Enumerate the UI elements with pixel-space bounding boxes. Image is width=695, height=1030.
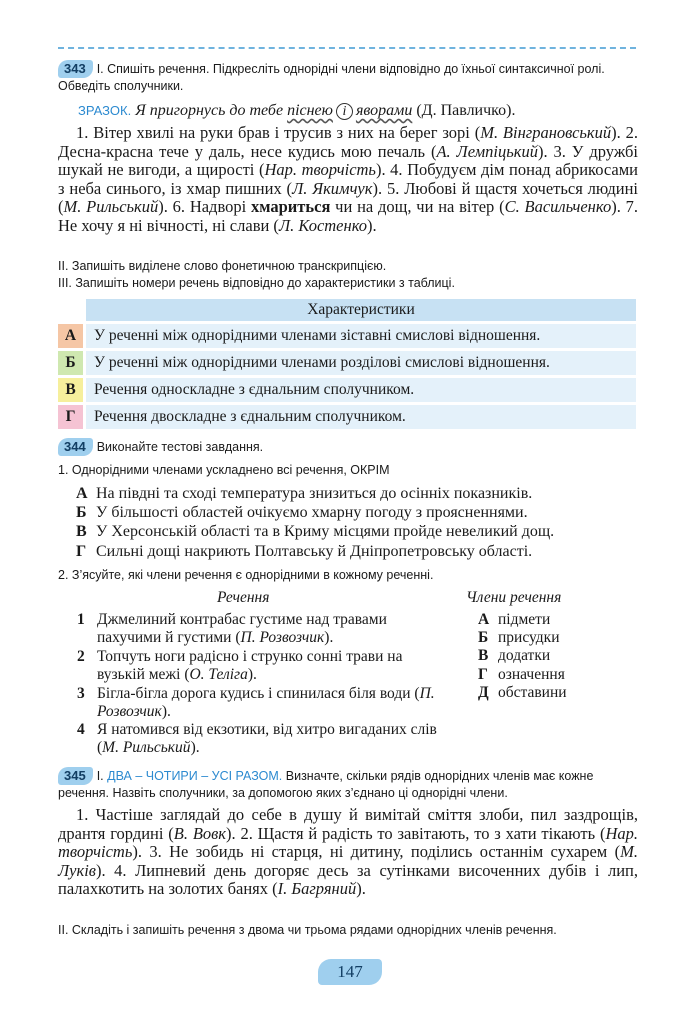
caps-heading: ДВА – ЧОТИРИ – УСІ РАЗОМ. — [107, 769, 283, 783]
ex345-task-1: 345 І. ДВА – ЧОТИРИ – УСІ РАЗОМ. Визначте, скільки рядів однорідних членів має кожне речення. Назвіть сполучники, за допомогою яких з’єднано ці однорідні члени. — [58, 768, 594, 800]
page-number: 147 — [318, 959, 382, 985]
ex343-sample: ЗРАЗОК. Я пригорнусь до тебе піснею і яворами (Д. Павличко). — [78, 102, 516, 119]
list-item: Г означення — [478, 665, 565, 683]
list-item: Д обставини — [478, 683, 567, 701]
ex343-task-1: 343 І. Спишіть речення. Підкресліть однорідні члени відповідно до їхньої синтаксичної ролі. Обведіть сполучники. — [58, 61, 605, 93]
sample-label: ЗРАЗОК. — [78, 103, 132, 118]
list-item: 3 Бігла-бігла дорога кудись і спинилася біля води (П. Розвозчик). — [77, 685, 435, 720]
ex343-text: 1. Вітер хвилі на руки брав і трусив з них на берег зорі (М. Вінграновський). 2. Десна-красна тече у даль, несе кудись мою печаль (А. Лемпіцький). 3. У дружбі шукай не вигоди, а щирості (Нар. творчість). 4. Побудуєм дім понад абрикосами з неба синього, із хмар пишних (Л. Якимчук). 5. Любові й щастя хочеться людині (М. Рильський). 6. Надворі хмариться чи на дощ, чи на вітер (С. Васильченко). 7. Не хочу я ні вічності, ні слави (Л. Костенко). — [58, 123, 639, 235]
characteristics-table — [58, 299, 636, 429]
exercise-number-badge: 343 — [58, 60, 93, 78]
column-header-sentences: Речення — [217, 589, 270, 606]
ex343-task-3: ІІІ. Запишіть номери речень відповідно до характеристики з таблиці. — [58, 276, 455, 290]
answer-option: В У Херсонській області та в Криму місцями пройде невеликий дощ. — [76, 523, 555, 541]
table-row: Г Речення двоскладне з єднальним сполучником. — [58, 405, 636, 429]
row-letter: Б — [58, 351, 83, 375]
list-item: 2 Топчуть ноги радісно і струнко сонні трави на вузькій межі (О. Теліга). — [77, 648, 403, 683]
members-column — [478, 611, 628, 702]
row-letter: Г — [58, 405, 83, 429]
ex344-options — [58, 484, 638, 561]
list-item: Б присудки — [478, 629, 560, 647]
column-header-members: Члени речення — [466, 589, 562, 606]
ex345-task-2: ІІ. Складіть і запишіть речення з двома чи трьома рядами однорідних членів речення. — [58, 923, 557, 937]
highlighted-word: хмариться — [251, 197, 331, 217]
ex344-question-2: 2. З’ясуйте, які члени речення є однорідними в кожному реченні. — [58, 568, 434, 582]
ex345-text: 1. Частіше заглядай до себе в душу й вимітай сміття злоби, пил заздрощів, дрантя гордині (В. Вовк). 2. Щастя й радість то завітають, то з хати тікають (Нар. творчість). 3. Не зобидь ні старця, ні дитину, поділись останнім сухарем (М. Луків). 4. Липневий день догоряє десь за сутінками височенних дубів і лип, палахкотить на золотих банях (І. Багряний). — [58, 805, 638, 899]
ex344-question-1: 1. Однорідними членами ускладнено всі речення, ОКРІМ — [58, 463, 390, 477]
sentences-column — [77, 611, 442, 758]
answer-option: Г Сильні дощі накриють Полтавську й Дніпропетровську області. — [76, 542, 533, 560]
table-row: В Речення односкладне з єднальним сполучником. — [58, 378, 636, 402]
list-item: В додатки — [478, 647, 551, 665]
table-row: А У реченні між однорідними членами зіставні смислові відношення. — [58, 324, 636, 348]
conjunction-circle: і — [336, 103, 353, 120]
row-letter: В — [58, 378, 83, 402]
exercise-number-badge: 345 — [58, 767, 93, 785]
table-header: Характеристики — [86, 299, 636, 321]
exercise-number-badge: 344 — [58, 438, 93, 456]
ex344-title: 344 Виконайте тестові завдання. — [58, 438, 638, 456]
answer-option: А На півдні та сході температура знизиться до осінніх показників. — [76, 485, 533, 502]
row-letter: А — [58, 324, 83, 348]
table-row: Б У реченні між однорідними членами розділові смислові відношення. — [58, 351, 636, 375]
ex343-task-2: ІІ. Запишіть виділене слово фонетичною транскрипцією. — [58, 259, 387, 273]
list-item: 4 Я натомився від екзотики, від хитро вигаданих слів (М. Рильський). — [77, 721, 437, 756]
list-item: А підмети — [478, 611, 551, 628]
top-dashed-separator — [58, 47, 636, 49]
list-item: 1 Джмелиний контрабас густиме над травами пахучими й густими (П. Розвозчик). — [77, 611, 387, 646]
answer-option: Б У більшості областей очікуємо хмарну погоду з проясненнями. — [76, 504, 528, 522]
